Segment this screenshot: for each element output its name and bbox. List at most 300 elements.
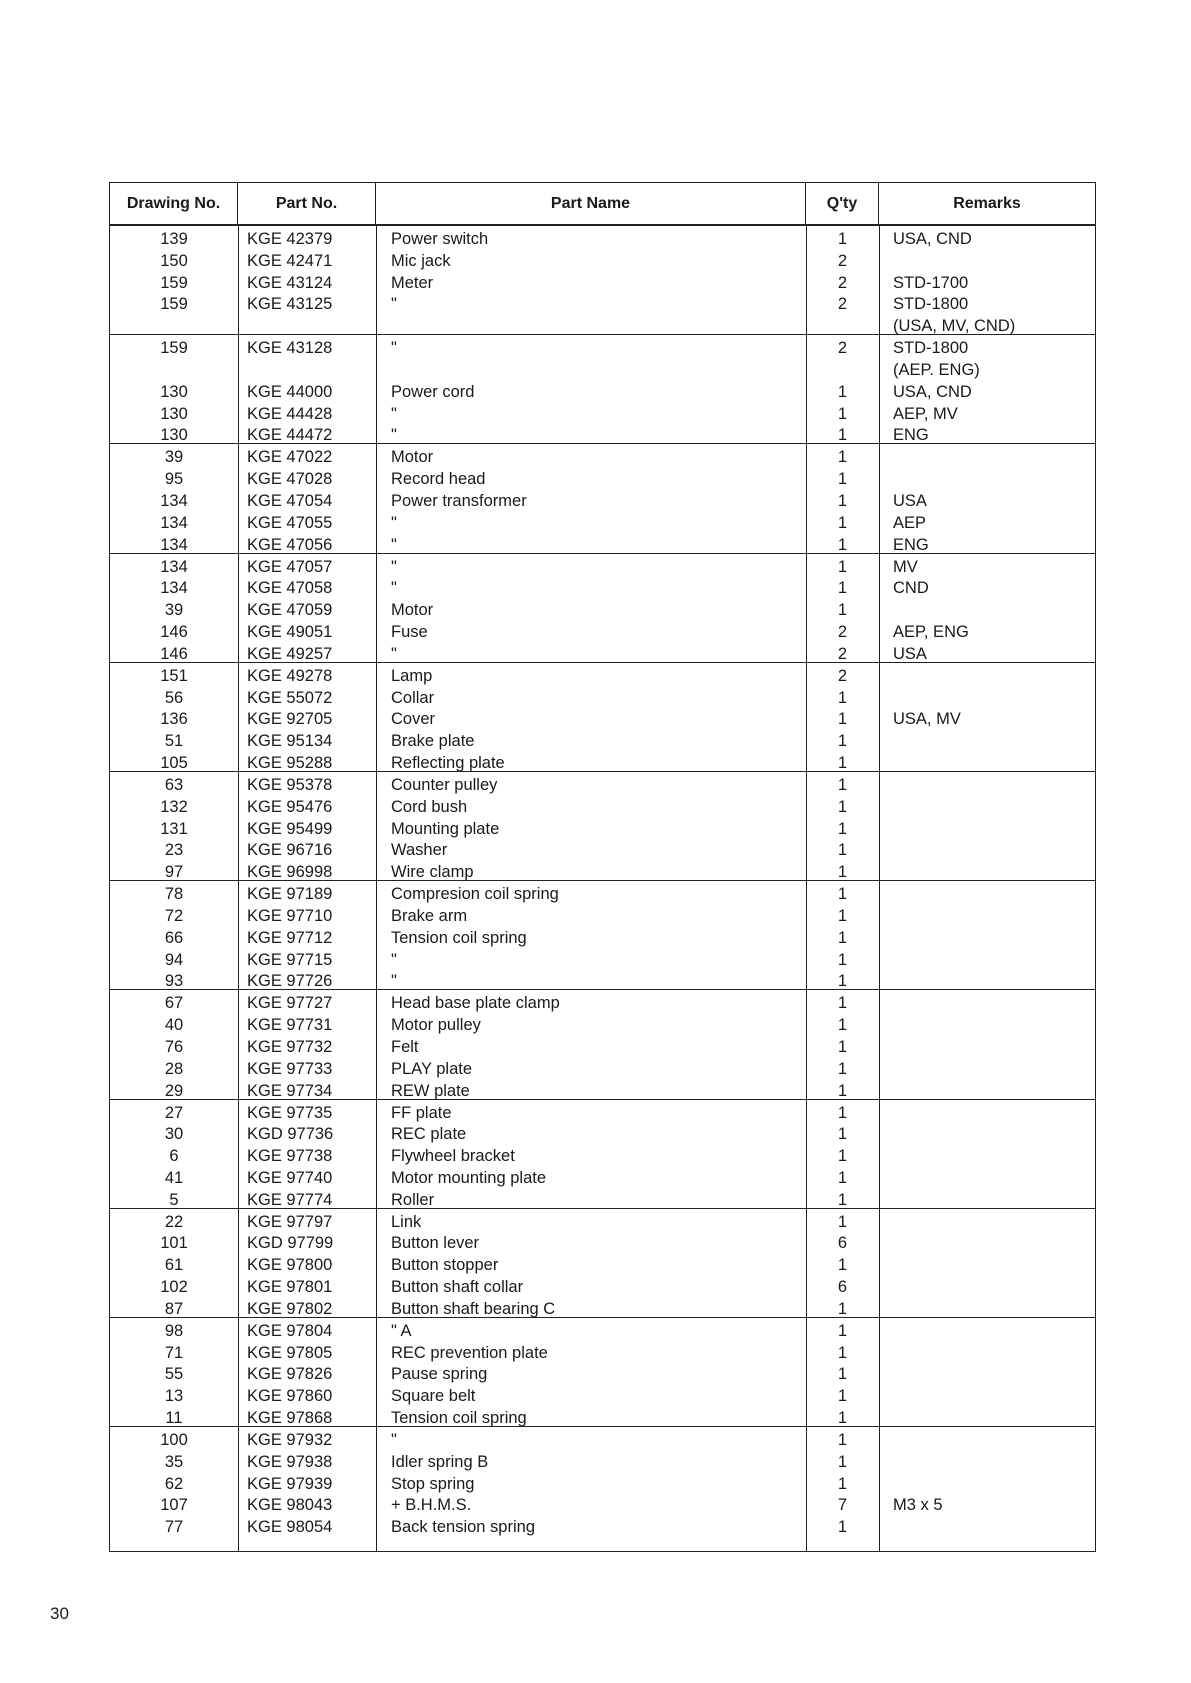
cell-part-no: KGE 47028: [247, 470, 333, 489]
cell-drawing-no: 72: [164, 906, 184, 925]
cell-qty: 1: [837, 1212, 848, 1231]
cell-qty: 2: [837, 644, 848, 663]
table-row: [110, 556, 1095, 578]
cell-drawing-no: 22: [164, 1212, 184, 1231]
cell-part-no: KGD 97736: [247, 1125, 334, 1144]
cell-part-no: KGE 97726: [247, 972, 333, 991]
cell-qty: 1: [837, 1431, 848, 1450]
cell-part-no: KGE 44000: [247, 382, 333, 401]
cell-part-no: KGE 97189: [247, 885, 333, 904]
table-row: [110, 272, 1095, 294]
cell-qty: 1: [837, 1168, 848, 1187]
table-header: [110, 183, 1095, 226]
cell-drawing-no: 97: [164, 863, 184, 882]
cell-remarks: (AEP. ENG): [893, 360, 980, 379]
table-row: [110, 228, 1095, 250]
cell-drawing-no: 67: [164, 994, 184, 1013]
table-row: [110, 1385, 1095, 1407]
cell-part-no: KGE 49051: [247, 622, 333, 641]
table-row: [110, 1014, 1095, 1036]
cell-part-no: KGE 47055: [247, 513, 333, 532]
cell-qty: 1: [837, 1059, 848, 1078]
table-row: [110, 403, 1095, 425]
header-remarks: Remarks: [953, 194, 1021, 212]
table-row: [110, 1320, 1095, 1342]
cell-drawing-no: 101: [160, 1234, 188, 1253]
cell-part-name: Tension coil spring: [391, 1409, 527, 1428]
cell-qty: 1: [837, 819, 848, 838]
cell-qty: 1: [837, 1103, 848, 1122]
cell-part-name: ": [391, 644, 397, 663]
table-row: [110, 446, 1095, 468]
table-row: [110, 708, 1095, 730]
cell-remarks: STD-1800: [893, 339, 969, 358]
row-group: [110, 1209, 1095, 1318]
table-row: [110, 1102, 1095, 1124]
cell-remarks: USA: [893, 491, 927, 510]
cell-qty: 1: [837, 491, 848, 510]
table-row: [110, 1363, 1095, 1385]
table-row: [110, 883, 1095, 905]
table-row: [110, 1254, 1095, 1276]
cell-part-name: + B.H.M.S.: [391, 1496, 472, 1515]
cell-qty: 1: [837, 1147, 848, 1166]
cell-part-name: Mic jack: [391, 251, 451, 270]
cell-qty: 1: [837, 688, 848, 707]
cell-part-no: KGE 47054: [247, 491, 333, 510]
cell-qty: 1: [837, 230, 848, 248]
cell-qty: 1: [837, 1081, 848, 1100]
cell-part-name: ": [391, 404, 397, 423]
cell-qty: 1: [837, 1299, 848, 1318]
cell-qty: 2: [837, 295, 848, 314]
cell-qty: 1: [837, 1474, 848, 1493]
cell-qty: 2: [837, 339, 848, 358]
cell-part-no: KGE 96998: [247, 863, 333, 882]
table-row: [110, 534, 1095, 556]
cell-part-no: KGE 97932: [247, 1431, 333, 1450]
row-group: [110, 444, 1095, 553]
cell-qty: 7: [837, 1496, 848, 1515]
cell-remarks: MV: [893, 557, 918, 576]
cell-part-no: KGE 49257: [247, 644, 333, 663]
table-row: [110, 752, 1095, 774]
table-row: [110, 1407, 1095, 1429]
cell-drawing-no: 28: [164, 1059, 184, 1078]
table-row: [110, 1232, 1095, 1254]
cell-part-no: KGE 97733: [247, 1059, 333, 1078]
parts-table: [109, 182, 1096, 1552]
table-row: [110, 1058, 1095, 1080]
cell-part-name: ": [391, 295, 397, 314]
cell-qty: 1: [837, 535, 848, 554]
table-row: [110, 730, 1095, 752]
cell-part-name: Stop spring: [391, 1474, 475, 1493]
cell-part-name: Button shaft collar: [391, 1278, 524, 1297]
table-row: [110, 1123, 1095, 1145]
cell-drawing-no: 134: [160, 513, 188, 532]
cell-drawing-no: 56: [164, 688, 184, 707]
table-row: [110, 1189, 1095, 1211]
table-row: [110, 1145, 1095, 1167]
table-row: [110, 665, 1095, 687]
cell-qty: 1: [837, 732, 848, 751]
cell-part-no: KGE 97774: [247, 1190, 333, 1209]
cell-qty: 1: [837, 1256, 848, 1275]
table-row: [110, 1276, 1095, 1298]
cell-drawing-no: 62: [164, 1474, 184, 1493]
cell-qty: 1: [837, 1518, 848, 1537]
cell-part-no: KGE 92705: [247, 710, 333, 729]
table-row: [110, 1516, 1095, 1538]
table-row: [110, 643, 1095, 665]
cell-drawing-no: 134: [160, 491, 188, 510]
cell-qty: 1: [837, 863, 848, 882]
cell-drawing-no: 61: [164, 1256, 184, 1275]
row-group: [110, 335, 1095, 444]
cell-part-name: ": [391, 950, 397, 969]
cell-part-name: Button lever: [391, 1234, 480, 1253]
cell-drawing-no: 39: [164, 601, 184, 620]
cell-part-no: KGE 97801: [247, 1278, 333, 1297]
cell-qty: 1: [837, 906, 848, 925]
cell-drawing-no: 66: [164, 928, 184, 947]
cell-part-name: Motor: [391, 448, 434, 467]
cell-remarks: STD-1700: [893, 273, 969, 292]
cell-part-no: KGE 97826: [247, 1365, 333, 1384]
cell-part-no: KGE 97735: [247, 1103, 333, 1122]
cell-part-no: KGE 97715: [247, 950, 333, 969]
cell-qty: 1: [837, 557, 848, 576]
header-part-name: Part Name: [376, 183, 806, 224]
cell-drawing-no: 55: [164, 1365, 184, 1384]
cell-part-no: KGE 47059: [247, 601, 333, 620]
cell-part-no: KGE 49278: [247, 666, 333, 685]
cell-part-no: KGE 44472: [247, 426, 333, 445]
table-row: [110, 1473, 1095, 1495]
cell-part-no: KGE 95134: [247, 732, 333, 751]
cell-drawing-no: 40: [164, 1016, 184, 1035]
cell-qty: 1: [837, 928, 848, 947]
cell-remarks: STD-1800: [893, 295, 969, 314]
row-group: [110, 554, 1095, 663]
cell-drawing-no: 136: [160, 710, 188, 729]
table-row: [110, 621, 1095, 643]
table-row: [110, 949, 1095, 971]
cell-qty: 1: [837, 470, 848, 489]
table-row: [110, 1451, 1095, 1473]
header-part-no: Part No.: [238, 183, 376, 224]
cell-remarks: USA, CND: [893, 382, 972, 401]
cell-drawing-no: 35: [164, 1452, 184, 1471]
row-group: [110, 1318, 1095, 1427]
cell-drawing-no: 63: [164, 775, 184, 794]
cell-part-name: " A: [391, 1321, 412, 1340]
row-group: [110, 881, 1095, 990]
cell-drawing-no: 98: [164, 1321, 184, 1340]
cell-part-no: KGE 97712: [247, 928, 333, 947]
table-row: [110, 927, 1095, 949]
cell-qty: 1: [837, 513, 848, 532]
cell-part-no: KGE 97731: [247, 1016, 333, 1035]
cell-part-name: Square belt: [391, 1387, 476, 1406]
cell-part-name: Button stopper: [391, 1256, 499, 1275]
cell-drawing-no: 77: [164, 1518, 184, 1537]
cell-part-no: KGE 42379: [247, 230, 333, 248]
cell-part-name: Felt: [391, 1037, 419, 1056]
cell-drawing-no: 5: [169, 1190, 179, 1209]
cell-qty: 1: [837, 426, 848, 445]
table-row: [110, 468, 1095, 490]
cell-part-no: KGE 43124: [247, 273, 333, 292]
cell-part-name: Power cord: [391, 382, 475, 401]
cell-drawing-no: 76: [164, 1037, 184, 1056]
cell-part-name: Motor pulley: [391, 1016, 481, 1035]
table-row: [110, 1211, 1095, 1233]
cell-drawing-no: 87: [164, 1299, 184, 1318]
cell-qty: 1: [837, 1365, 848, 1384]
table-body: [110, 226, 1095, 1551]
table-row: [110, 774, 1095, 796]
cell-remarks: ENG: [893, 535, 929, 554]
cell-qty: 1: [837, 579, 848, 598]
row-group: [110, 1427, 1095, 1551]
cell-part-name: Reflecting plate: [391, 753, 505, 772]
row-group: [110, 772, 1095, 881]
cell-part-no: KGE 97868: [247, 1409, 333, 1428]
cell-remarks: (USA, MV, CND): [893, 317, 1016, 336]
cell-part-no: KGE 97802: [247, 1299, 333, 1318]
cell-part-no: KGE 97860: [247, 1387, 333, 1406]
table-row: [110, 599, 1095, 621]
cell-part-name: Mounting plate: [391, 819, 500, 838]
cell-part-no: KGE 47022: [247, 448, 333, 467]
cell-drawing-no: 134: [160, 557, 188, 576]
cell-part-name: ": [391, 557, 397, 576]
table-row: [110, 337, 1095, 359]
cell-part-name: Cover: [391, 710, 436, 729]
cell-drawing-no: 102: [160, 1278, 188, 1297]
table-row: [110, 424, 1095, 446]
cell-remarks: AEP, ENG: [893, 622, 969, 641]
table-row: [110, 839, 1095, 861]
cell-part-no: KGE 97800: [247, 1256, 333, 1275]
cell-qty: 2: [837, 251, 848, 270]
cell-part-name: Counter pulley: [391, 775, 498, 794]
cell-part-name: FF plate: [391, 1103, 452, 1122]
cell-part-no: KGE 47057: [247, 557, 333, 576]
cell-drawing-no: 107: [160, 1496, 188, 1515]
cell-drawing-no: 78: [164, 885, 184, 904]
cell-part-name: REW plate: [391, 1081, 470, 1100]
cell-part-name: Pause spring: [391, 1365, 488, 1384]
cell-part-name: Flywheel bracket: [391, 1147, 515, 1166]
cell-part-name: Idler spring B: [391, 1452, 489, 1471]
cell-part-name: Brake arm: [391, 906, 468, 925]
cell-qty: 2: [837, 622, 848, 641]
table-row: [110, 250, 1095, 272]
cell-part-name: ": [391, 535, 397, 554]
table-row: [110, 315, 1095, 337]
page-number: 30: [50, 1604, 69, 1623]
cell-drawing-no: 41: [164, 1168, 184, 1187]
cell-part-name: Washer: [391, 841, 448, 860]
table-row: [110, 1080, 1095, 1102]
cell-qty: 1: [837, 601, 848, 620]
cell-qty: 1: [837, 972, 848, 991]
table-row: [110, 512, 1095, 534]
cell-part-no: KGE 97734: [247, 1081, 333, 1100]
cell-qty: 1: [837, 950, 848, 969]
cell-part-name: REC prevention plate: [391, 1343, 548, 1362]
cell-part-name: Motor mounting plate: [391, 1168, 547, 1187]
cell-part-no: KGE 98054: [247, 1518, 333, 1537]
cell-drawing-no: 134: [160, 579, 188, 598]
cell-remarks: AEP: [893, 513, 927, 532]
cell-qty: 2: [837, 666, 848, 685]
cell-remarks: CND: [893, 579, 929, 598]
cell-part-name: Power transformer: [391, 491, 527, 510]
cell-part-name: Tension coil spring: [391, 928, 527, 947]
cell-part-no: KGE 97740: [247, 1168, 333, 1187]
cell-drawing-no: 151: [160, 666, 188, 685]
cell-part-no: KGE 97938: [247, 1452, 333, 1471]
cell-part-name: Brake plate: [391, 732, 475, 751]
row-group: [110, 226, 1095, 335]
header-drawing-no: Drawing No.: [110, 183, 238, 224]
cell-qty: 1: [837, 1037, 848, 1056]
cell-part-name: Compresion coil spring: [391, 885, 559, 904]
cell-part-no: KGE 97732: [247, 1037, 333, 1056]
cell-drawing-no: 30: [164, 1125, 184, 1144]
cell-remarks: USA, CND: [893, 230, 972, 248]
cell-remarks: USA, MV: [893, 710, 961, 729]
cell-part-no: KGE 43128: [247, 339, 333, 358]
table-row: [110, 861, 1095, 883]
cell-drawing-no: 146: [160, 622, 188, 641]
cell-part-name: Link: [391, 1212, 422, 1231]
cell-part-no: KGE 97710: [247, 906, 333, 925]
row-group: [110, 1100, 1095, 1209]
cell-part-no: KGE 95378: [247, 775, 333, 794]
cell-part-name: ": [391, 579, 397, 598]
cell-qty: 1: [837, 710, 848, 729]
cell-qty: 1: [837, 382, 848, 401]
table-row: [110, 577, 1095, 599]
cell-part-name: Cord bush: [391, 797, 468, 816]
cell-part-no: KGE 43125: [247, 295, 333, 314]
cell-qty: 6: [837, 1234, 848, 1253]
cell-part-name: Record head: [391, 470, 486, 489]
cell-qty: 1: [837, 1409, 848, 1428]
cell-part-no: KGE 97804: [247, 1321, 333, 1340]
cell-part-no: KGE 98043: [247, 1496, 333, 1515]
cell-part-name: Back tension spring: [391, 1518, 535, 1537]
cell-part-no: KGE 96716: [247, 841, 333, 860]
cell-part-no: KGE 95476: [247, 797, 333, 816]
cell-remarks: AEP, MV: [893, 404, 958, 423]
table-row: [110, 1167, 1095, 1189]
cell-qty: 1: [837, 775, 848, 794]
cell-part-name: ": [391, 513, 397, 532]
table-row: [110, 905, 1095, 927]
cell-drawing-no: 159: [160, 295, 188, 314]
table-row: [110, 687, 1095, 709]
cell-qty: 1: [837, 1016, 848, 1035]
cell-part-no: KGE 97738: [247, 1147, 333, 1166]
cell-drawing-no: 95: [164, 470, 184, 489]
table-row: [110, 1494, 1095, 1516]
cell-part-no: KGE 55072: [247, 688, 333, 707]
cell-part-name: Meter: [391, 273, 434, 292]
cell-qty: 1: [837, 753, 848, 772]
cell-part-name: Wire clamp: [391, 863, 474, 882]
cell-drawing-no: 159: [160, 273, 188, 292]
table-row: [110, 1342, 1095, 1364]
cell-drawing-no: 130: [160, 426, 188, 445]
table-row: [110, 1429, 1095, 1451]
cell-drawing-no: 146: [160, 644, 188, 663]
cell-drawing-no: 131: [160, 819, 188, 838]
cell-drawing-no: 159: [160, 339, 188, 358]
cell-drawing-no: 13: [164, 1387, 184, 1406]
cell-part-name: ": [391, 972, 397, 991]
cell-part-name: Collar: [391, 688, 435, 707]
table-row: [110, 1298, 1095, 1320]
cell-part-no: KGE 97805: [247, 1343, 333, 1362]
cell-drawing-no: 27: [164, 1103, 184, 1122]
cell-part-name: REC plate: [391, 1125, 467, 1144]
row-group: [110, 663, 1095, 772]
cell-drawing-no: 71: [164, 1343, 184, 1362]
cell-qty: 6: [837, 1278, 848, 1297]
cell-drawing-no: 51: [164, 732, 184, 751]
cell-part-no: KGE 95499: [247, 819, 333, 838]
cell-qty: 1: [837, 1387, 848, 1406]
cell-remarks: ENG: [893, 426, 929, 445]
table-row: [110, 381, 1095, 403]
table-row: [110, 359, 1095, 381]
cell-part-name: ": [391, 339, 397, 358]
cell-drawing-no: 11: [165, 1409, 183, 1428]
cell-part-no: KGD 97799: [247, 1234, 334, 1253]
cell-drawing-no: 105: [160, 753, 188, 772]
table-row: [110, 992, 1095, 1014]
table-row: [110, 293, 1095, 315]
cell-part-no: KGE 97727: [247, 994, 333, 1013]
cell-part-name: Fuse: [391, 622, 428, 641]
cell-drawing-no: 93: [164, 972, 184, 991]
cell-qty: 1: [837, 1343, 848, 1362]
cell-part-no: KGE 47058: [247, 579, 333, 598]
cell-drawing-no: 94: [164, 950, 184, 969]
cell-part-name: Power switch: [391, 230, 489, 248]
cell-remarks: USA: [893, 644, 927, 663]
cell-drawing-no: 100: [160, 1431, 188, 1450]
cell-part-no: KGE 47056: [247, 535, 333, 554]
cell-qty: 1: [837, 797, 848, 816]
cell-part-no: KGE 97939: [247, 1474, 333, 1493]
cell-part-name: ": [391, 1431, 397, 1450]
cell-drawing-no: 139: [160, 230, 188, 248]
table-row: [110, 796, 1095, 818]
cell-drawing-no: 39: [164, 448, 184, 467]
table-row: [110, 818, 1095, 840]
cell-qty: 1: [837, 1452, 848, 1471]
cell-drawing-no: 150: [160, 251, 188, 270]
cell-drawing-no: 132: [160, 797, 188, 816]
row-group: [110, 990, 1095, 1099]
